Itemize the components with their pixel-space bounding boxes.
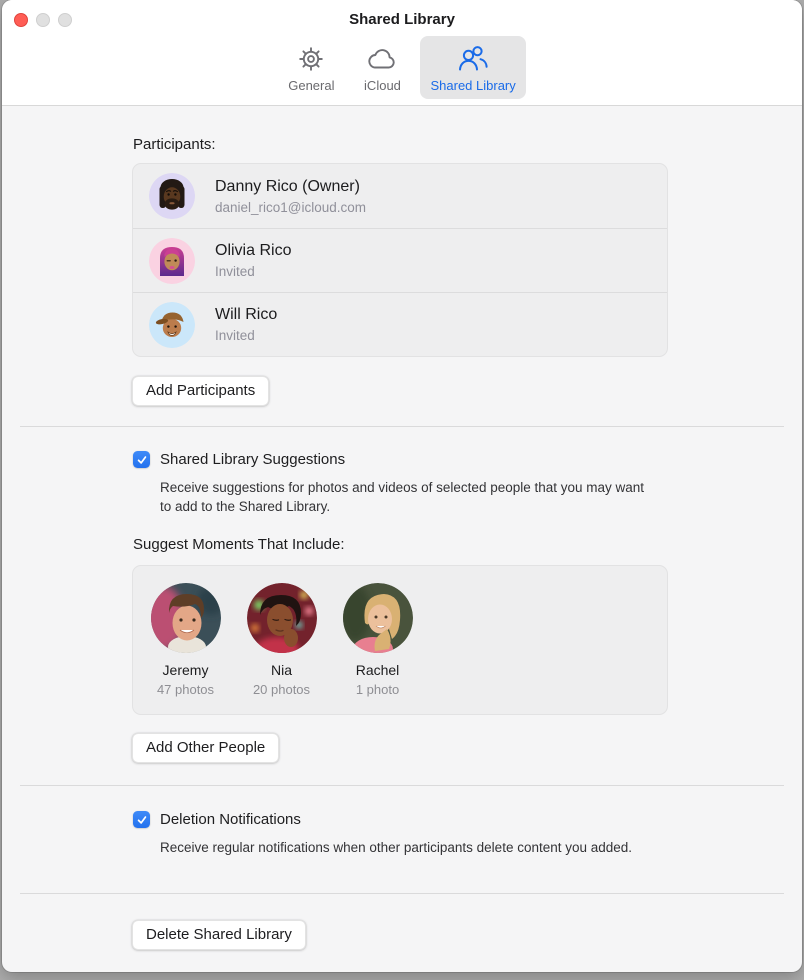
participants-list (132, 163, 668, 357)
add-participants-button[interactable]: Add Participants (132, 376, 269, 406)
section-divider (20, 426, 784, 427)
participant-detail: daniel_rico1@icloud.com (215, 199, 367, 215)
add-other-people-button[interactable]: Add Other People (132, 733, 279, 763)
suggestions-description: Receive suggestions for photos and videos of selected people that you may want to add to the Shared Library. (160, 480, 645, 514)
section-divider (20, 893, 784, 894)
people-icon (455, 43, 491, 75)
suggested-person-jeremy[interactable] (150, 583, 221, 697)
person-photo-count: 1 photo (355, 682, 400, 697)
delete-shared-library-button[interactable]: Delete Shared Library (132, 920, 306, 950)
person-name: Nia (270, 662, 292, 678)
suggested-people-panel (132, 565, 668, 715)
toolbar-tabs (2, 36, 802, 99)
tab-general[interactable] (278, 36, 344, 99)
tab-general-label: General (288, 78, 335, 93)
participant-name: Olivia Rico (215, 242, 292, 259)
participants-label: Participants: (133, 136, 216, 153)
participant-detail: Invited (215, 328, 255, 343)
participant-row-will[interactable] (133, 292, 667, 356)
checkmark-icon (136, 454, 148, 466)
nia-photo (247, 583, 317, 653)
person-name: Jeremy (162, 662, 209, 678)
checkmark-icon (136, 814, 148, 826)
person-name: Rachel (355, 662, 400, 678)
participant-name: Danny Rico (Owner) (215, 177, 360, 195)
participant-row-danny[interactable] (133, 164, 667, 228)
jeremy-photo (151, 583, 221, 653)
gear-icon (296, 43, 326, 75)
deletion-description: Receive regular notifications when other participants delete content you added. (160, 840, 633, 855)
will-memoji-avatar (149, 302, 195, 348)
preferences-window (2, 0, 802, 972)
danny-memoji-avatar (149, 173, 195, 219)
tab-shared-library[interactable] (420, 36, 525, 99)
person-photo-count: 20 photos (252, 682, 311, 697)
deletion-notifications-checkbox[interactable] (133, 811, 150, 828)
participant-detail: Invited (215, 264, 255, 279)
titlebar (2, 0, 802, 106)
olivia-memoji-avatar (149, 238, 195, 284)
section-divider (20, 785, 784, 786)
cloud-icon (365, 43, 399, 75)
shared-library-pane (2, 107, 802, 972)
shared-library-suggestions-label: Shared Library Suggestions (160, 451, 346, 468)
deletion-notifications-row (133, 811, 301, 828)
tab-shared-library-label: Shared Library (430, 78, 516, 93)
person-photo-count: 47 photos (156, 682, 215, 697)
people-grid (150, 583, 413, 697)
tab-icloud[interactable] (350, 36, 414, 99)
suggested-person-rachel[interactable] (342, 583, 413, 697)
suggested-person-nia[interactable] (246, 583, 317, 697)
window-title: Shared Library (349, 11, 455, 28)
participant-name: Will Rico (215, 306, 278, 323)
rachel-photo (343, 583, 413, 653)
participant-row-olivia[interactable] (133, 228, 667, 292)
shared-library-suggestions-checkbox[interactable] (133, 451, 150, 468)
shared-library-suggestions-row (133, 451, 345, 468)
suggest-moments-label: Suggest Moments That Include: (133, 536, 345, 553)
tab-icloud-label: iCloud (364, 78, 401, 93)
deletion-notifications-label: Deletion Notifications (160, 811, 301, 828)
